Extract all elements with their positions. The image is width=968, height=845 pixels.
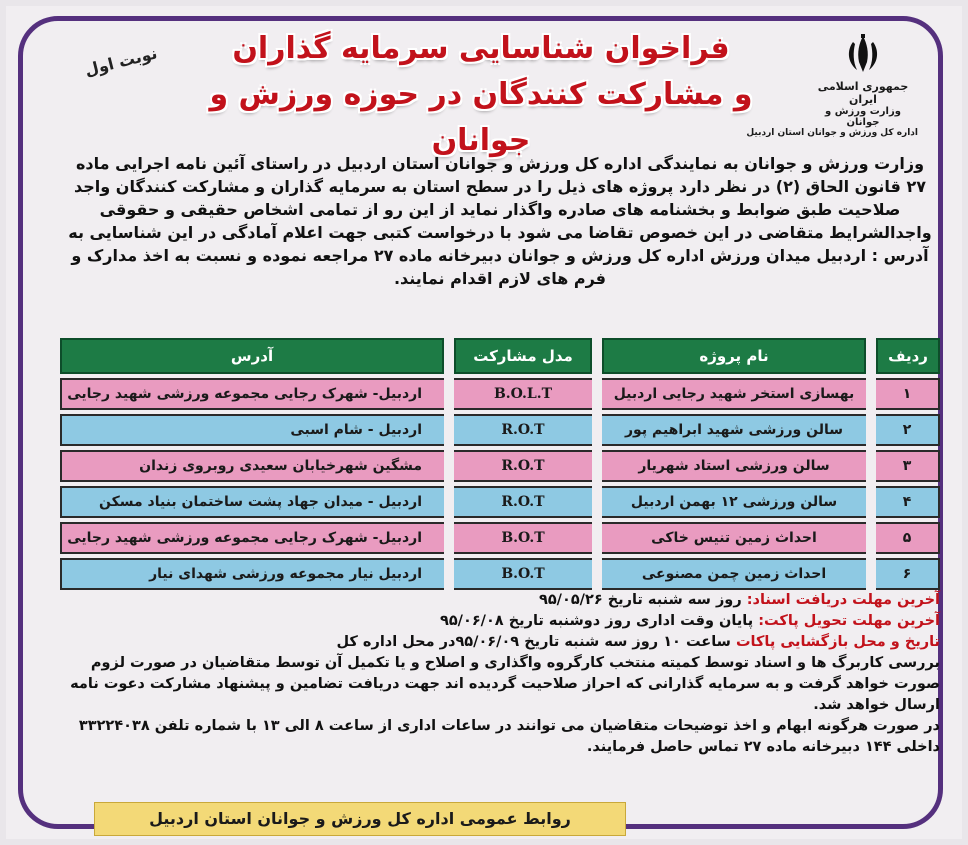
row-address: مشگین شهرخیابان سعیدی روبروی زندان <box>60 450 444 482</box>
table-row <box>60 450 940 482</box>
header <box>36 22 936 158</box>
emblem-ministry: وزارت ورزش و جوانان <box>825 106 901 128</box>
row-name: سالن ورزشی شهید ابراهیم پور <box>602 414 866 446</box>
ministry-emblem <box>746 32 918 138</box>
row-address: اردبیل- شهرک رجایی مجموعه ورزشی شهید رجایی <box>60 378 444 410</box>
first-issue-label: نوبت اول <box>82 43 160 80</box>
emblem-office: اداره کل ورزش و جوانان استان اردبیل <box>746 128 918 138</box>
row-name: سالن ورزشی استاد شهریار <box>602 450 866 482</box>
header-model: مدل مشارکت <box>454 338 592 374</box>
intro-paragraph: وزارت ورزش و جوانان به نمایندگی اداره کل ورزش و جوانان استان اردبیل در راستای آئین نامه اجرایی ماده ۲۷ قانون الحاق (۲) در نظر دارد پروژه های ذیل را در سطح استان به سرمایه گذاران و مشارکت کنندگان واجد صلاحیت طبق ضوابط و بخشنامه های صادره واگذار نماید از این رو از تمامی اشخاص حقیقی و حقوقی واجدالشرایط متقاضی در این خصوص تقاضا می شود با درخواست کتبی جهت اعلام آمادگی در این شناسایی به آدرس : اردبیل میدان ورزش اداره کل ورزش و جوانان دبیرخانه ماده ۲۷ مراجعه نموده و نسبت به اخذ مدارک و فرم های لازم اقدام نمایند. <box>68 154 932 288</box>
receive-deadline-label: آخرین مهلت دریافت اسناد: <box>746 592 940 608</box>
review-text: بررسی کاربرگ ها و اسناد توسط کمیته منتخب کارگروه واگذاری و اصلاح و یا تکمیل آن توسط متقاضیان در صورت لزوم صورت خواهد گرفت و به سرمایه گذارانی که احراز صلاحیت گردیده اند جهت دریافت تضامین و پیشنهاد مشارکت دعوت نامه ارسال خواهد شد. <box>70 655 940 713</box>
deliver-deadline <box>50 611 940 632</box>
deadlines-section <box>50 590 940 758</box>
row-name: بهسازی استخر شهید رجایی اردبیل <box>602 378 866 410</box>
row-name: احداث زمین چمن مصنوعی <box>602 558 866 590</box>
title-line-1: فراخوان شناسایی سرمایه گذاران <box>232 31 730 66</box>
row-name: احداث زمین تنیس خاکی <box>602 522 866 554</box>
opening-time <box>50 632 940 653</box>
table-row <box>60 558 940 590</box>
table-row <box>60 378 940 410</box>
row-name: سالن ورزشی ۱۲ بهمن اردبیل <box>602 486 866 518</box>
iran-emblem-icon <box>841 32 885 76</box>
title-line-2: و مشارکت کنندگان در حوزه ورزش و جوانان <box>209 77 753 158</box>
deliver-deadline-value: پایان وقت اداری روز دوشنبه تاریخ ۹۵/۰۶/۰۸ <box>439 613 754 629</box>
opening-time-value: ساعت ۱۰ روز سه شنبه تاریخ ۹۵/۰۶/۰۹در محل اداره کل <box>336 634 731 650</box>
row-no: ۵ <box>876 522 940 554</box>
row-no: ۱ <box>876 378 940 410</box>
row-address: اردبیل- شهرک رجایی مجموعه ورزشی شهید رجایی <box>60 522 444 554</box>
row-no: ۳ <box>876 450 940 482</box>
table-row <box>60 414 940 446</box>
public-relations-footer: روابط عمومی اداره کل ورزش و جوانان استان اردبیل <box>94 802 626 836</box>
row-model: B.O.L.T <box>454 378 592 410</box>
header-address: آدرس <box>60 338 444 374</box>
projects-table <box>60 334 940 594</box>
contact-text: در صورت هرگونه ابهام و اخذ توضیحات متقاضیان می توانند در ساعات اداری از ساعت ۸ الی ۱۳ با شماره تلفن ۳۳۲۲۴۰۳۸ داخلی ۱۴۴ دبیرخانه ماده ۲۷ تماس حاصل فرمایند. <box>78 718 940 755</box>
row-model: R.O.T <box>454 450 592 482</box>
header-name: نام پروژه <box>602 338 866 374</box>
row-no: ۶ <box>876 558 940 590</box>
receive-deadline-value: روز سه شنبه تاریخ ۹۵/۰۵/۲۶ <box>538 592 742 608</box>
header-no: ردیف <box>876 338 940 374</box>
receive-deadline <box>50 590 940 611</box>
opening-time-label: تاریخ و محل بازگشایی پاکات <box>735 634 940 650</box>
advertisement-page <box>6 6 962 839</box>
table-row <box>60 486 940 518</box>
row-model: R.O.T <box>454 414 592 446</box>
emblem-country: جمهوری اسلامی ایران <box>817 80 909 106</box>
row-address: اردبیل - شام اسبی <box>60 414 444 446</box>
row-address: اردبیل - میدان جهاد پشت ساختمان بنیاد مسکن <box>60 486 444 518</box>
row-model: R.O.T <box>454 486 592 518</box>
row-no: ۲ <box>876 414 940 446</box>
row-no: ۴ <box>876 486 940 518</box>
row-address: اردبیل نیار مجموعه ورزشی شهدای نیار <box>60 558 444 590</box>
row-model: B.O.T <box>454 558 592 590</box>
deliver-deadline-label: آخرین مهلت تحویل پاکت: <box>758 613 940 629</box>
table-header-row <box>60 338 940 374</box>
table-row <box>60 522 940 554</box>
row-model: B.O.T <box>454 522 592 554</box>
page-title <box>201 26 761 164</box>
